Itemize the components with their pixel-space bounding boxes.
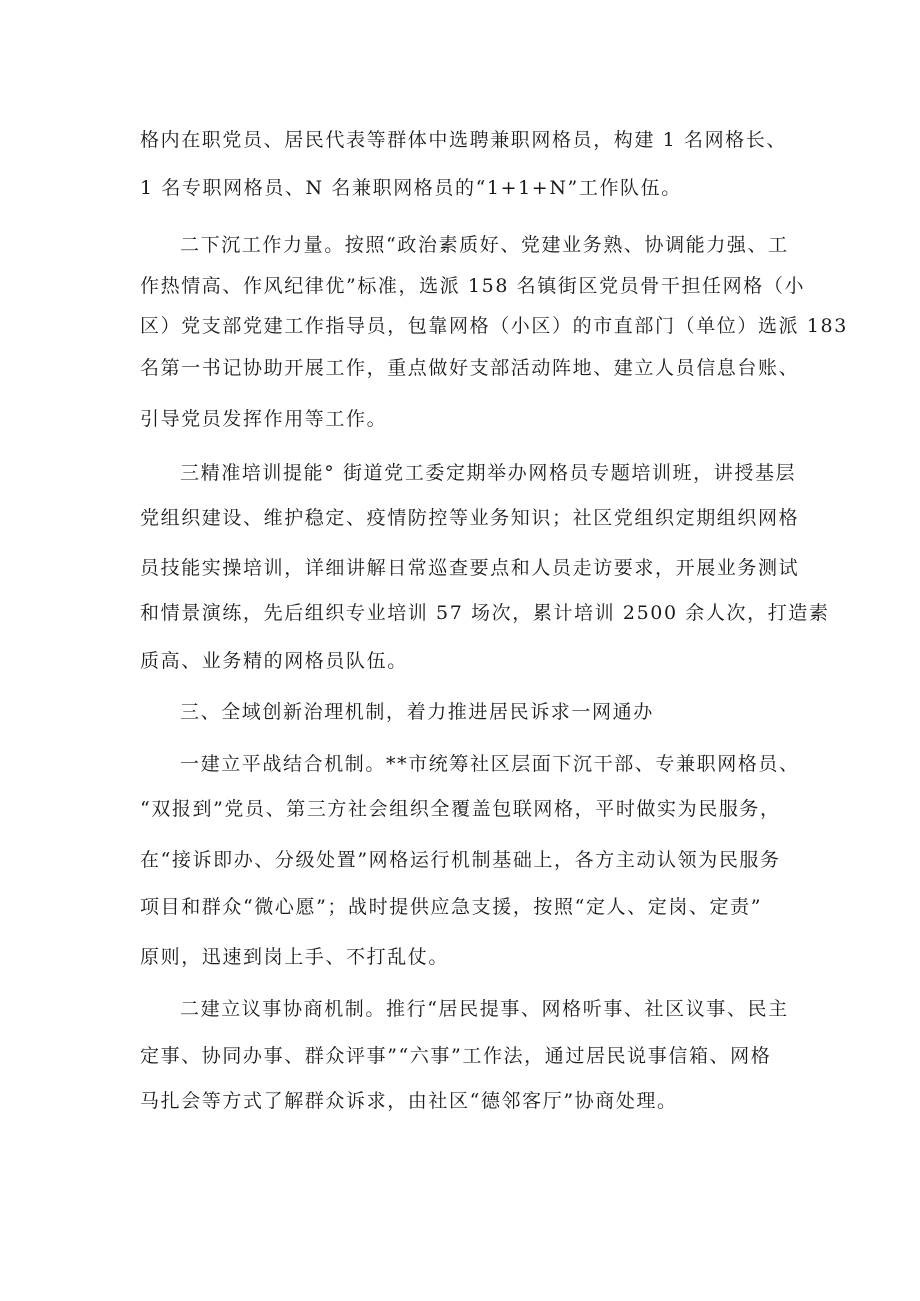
body-text-line: 区）党支部党建工作指导员，包靠网格（小区）的市直部门（单位）选派 183 xyxy=(140,315,848,337)
paragraph-first-line: 二下沉工作力量。按照“政治素质好、党建业务熟、协调能力强、工 xyxy=(180,234,789,256)
paragraph-first-line: 一建立平战结合机制。**市统筹社区层面下沉干部、专兼职网格员、 xyxy=(180,753,800,775)
body-text-line: 名第一书记协助开展工作，重点做好支部活动阵地、建立人员信息台账、 xyxy=(140,357,800,379)
body-text-line: 马扎会等方式了解群众诉求，由社区“德邻客厅”协商处理。 xyxy=(140,1090,678,1112)
section-heading: 三、全域创新治理机制，着力推进居民诉求一网通办 xyxy=(180,701,654,723)
body-text-line: 项目和群众“微心愿”；战时提供应急支援，按照“定人、定岗、定责” xyxy=(140,896,763,918)
body-text-line: 作热情高、作风纪律优”标准，选派 158 名镇街区党员骨干担任网格（小 xyxy=(140,275,806,297)
paragraph-first-line: 二建立议事协商机制。推行“居民提事、网格听事、社区议事、民主 xyxy=(180,998,789,1020)
body-text-line: 格内在职党员、居民代表等群体中选聘兼职网格员，构建 1 名网格长、 xyxy=(140,129,787,151)
body-text-line: 原则，迅速到岗上手、不打乱仗。 xyxy=(140,946,450,968)
body-text-line: “双报到”党员、第三方社会组织全覆盖包联网格，平时做实为民服务， xyxy=(140,798,781,820)
paragraph-first-line: 三精准培训提能° 街道党工委定期举办网格员专题培训班，讲授基层 xyxy=(180,462,797,484)
body-text-line: 员技能实操培训，详细讲解日常巡查要点和人员走访要求，开展业务测试 xyxy=(140,557,800,579)
body-text-line: 引导党员发挥作用等工作。 xyxy=(140,408,388,430)
body-text-line: 和情景演练，先后组织专业培训 57 场次，累计培训 2500 余人次，打造素 xyxy=(140,602,830,624)
body-text-line: 1 名专职网格员、N 名兼职网格员的“1+1+N”工作队伍。 xyxy=(140,177,682,199)
body-text-line: 定事、协同办事、群众评事”“六事”工作法，通过居民说事信箱、网格 xyxy=(140,1045,772,1067)
body-text-line: 在“接诉即办、分级处置”网格运行机制基础上，各方主动认领为民服务 xyxy=(140,849,781,871)
body-text-line: 质高、业务精的网格员队伍。 xyxy=(140,650,408,672)
body-text-line: 党组织建设、维护稳定、疫情防控等业务知识；社区党组织定期组织网格 xyxy=(140,507,800,529)
